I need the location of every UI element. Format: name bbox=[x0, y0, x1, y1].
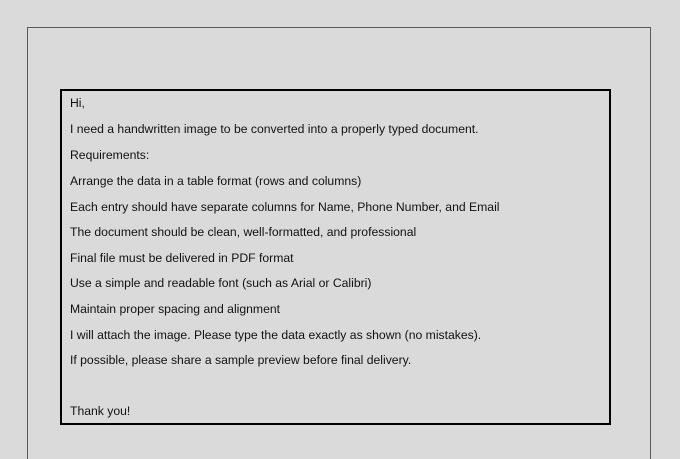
instruction-line: I will attach the image. Please type the data exactly as shown (no mistakes). bbox=[70, 328, 482, 342]
request-text-box bbox=[60, 89, 611, 425]
requirement-line: Use a simple and readable font (such as Arial or Calibri) bbox=[70, 276, 372, 290]
intro-line: I need a handwritten image to be converted into a properly typed document. bbox=[70, 122, 479, 136]
instruction-line: If possible, please share a sample preview before final delivery. bbox=[70, 353, 412, 367]
requirement-line: Final file must be delivered in PDF format bbox=[70, 251, 294, 265]
requirement-line: Arrange the data in a table format (rows and columns) bbox=[70, 174, 362, 188]
requirement-line: The document should be clean, well-formatted, and professional bbox=[70, 225, 417, 239]
requirement-line: Maintain proper spacing and alignment bbox=[70, 302, 281, 316]
greeting-line: Hi, bbox=[70, 96, 85, 110]
requirements-heading: Requirements: bbox=[70, 148, 150, 162]
closing-line: Thank you! bbox=[70, 404, 131, 418]
requirement-line: Each entry should have separate columns for Name, Phone Number, and Email bbox=[70, 200, 500, 214]
